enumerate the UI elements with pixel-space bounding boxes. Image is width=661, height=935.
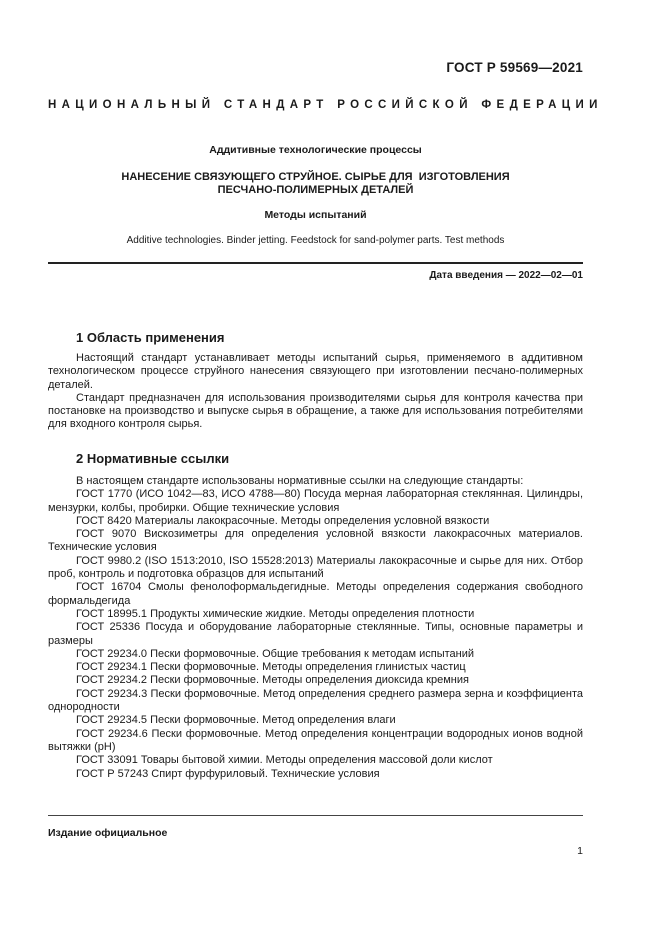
reference-item: ГОСТ 16704 Смолы фенолоформальдегидные. Методы определения содержания свободного формальдегида — [48, 581, 583, 607]
reference-item: ГОСТ 33091 Товары бытовой химии. Методы определения массовой доли кислот — [76, 754, 493, 767]
paragraph: Настоящий стандарт устанавливает методы испытаний сырья, применяемого в аддитивном технологическом процессе струйного нанесения связующего при изготовлении песчано-полимерных деталей. — [48, 352, 583, 391]
title-line-1: НАНЕСЕНИЕ СВЯЗУЮЩЕГО СТРУЙНОЕ. СЫРЬЕ ДЛЯ ИЗГОТОВЛЕНИЯ — [121, 171, 510, 183]
reference-item: ГОСТ 1770 (ИСО 1042—83, ИСО 4788—80) Посуда мерная лабораторная стеклянная. Цилиндры, мензурки, колбы, пробирки. Общие технические условия — [48, 488, 583, 514]
section-1-body — [48, 352, 583, 432]
title-line-2: ПЕСЧАНО-ПОЛИМЕРНЫХ ДЕТАЛЕЙ — [217, 184, 414, 196]
reference-item: ГОСТ 29234.5 Пески формовочные. Метод определения влаги — [76, 714, 396, 727]
reference-item: ГОСТ 29234.2 Пески формовочные. Методы определения диоксида кремния — [76, 674, 469, 687]
reference-item: ГОСТ 29234.1 Пески формовочные. Методы определения глинистых частиц — [76, 661, 466, 674]
document-category: Аддитивные технологические процессы — [209, 144, 422, 156]
document-title — [48, 171, 583, 197]
reference-item: ГОСТ 9980.2 (ISO 1513:2010, ISO 15528:2013) Материалы лакокрасочные и сырье для них. Отбор проб, контроль и подготовка образцов для испытаний — [48, 554, 583, 581]
document-subtitle: Методы испытаний — [264, 209, 367, 221]
introduction-date: Дата введения — 2022—02—01 — [429, 270, 583, 281]
page-number: 1 — [577, 845, 583, 857]
paragraph: Стандарт предназначен для использования производителями сырья для контроля качества при постановке на производство и выпуске сырья в обращение, а также для использования потребителями для входного контроля сырья. — [48, 391, 583, 431]
reference-item: ГОСТ 29234.3 Пески формовочные. Метод определения среднего размера зерна и коэффициента однородности — [48, 687, 583, 714]
section-2-body — [48, 475, 583, 781]
english-title: Additive technologies. Binder jetting. Feedstock for sand-polymer parts. Test methods — [126, 235, 505, 246]
section-1-heading: 1 Область применения — [76, 330, 225, 345]
paragraph: В настоящем стандарте использованы нормативные ссылки на следующие стандарты: — [76, 475, 524, 487]
reference-item: ГОСТ 18995.1 Продукты химические жидкие. Методы определения плотности — [76, 607, 475, 620]
title-divider — [48, 262, 583, 264]
national-standard-heading: НАЦИОНАЛЬНЫЙ СТАНДАРТ РОССИЙСКОЙ ФЕДЕРАЦИИ — [48, 99, 603, 111]
official-edition-label: Издание официальное — [48, 827, 168, 839]
section-2-heading: 2 Нормативные ссылки — [76, 451, 230, 466]
reference-item: ГОСТ 8420 Материалы лакокрасочные. Методы определения условной вязкости — [76, 514, 490, 527]
footer-divider — [48, 815, 583, 816]
standard-number: ГОСТ Р 59569—2021 — [446, 60, 583, 75]
reference-item: ГОСТ 29234.6 Пески формовочные. Метод определения концентрации водородных ионов водной вытяжки (рН) — [48, 727, 583, 753]
reference-item: ГОСТ 29234.0 Пески формовочные. Общие требования к методам испытаний — [76, 647, 475, 660]
reference-item: ГОСТ Р 57243 Спирт фурфуриловый. Технические условия — [76, 767, 380, 780]
reference-item: ГОСТ 25336 Посуда и оборудование лабораторные стеклянные. Типы, основные параметры и размеры — [48, 621, 583, 647]
reference-item: ГОСТ 9070 Вискозиметры для определения условной вязкости лакокрасочных материалов. Технические условия — [48, 528, 583, 554]
